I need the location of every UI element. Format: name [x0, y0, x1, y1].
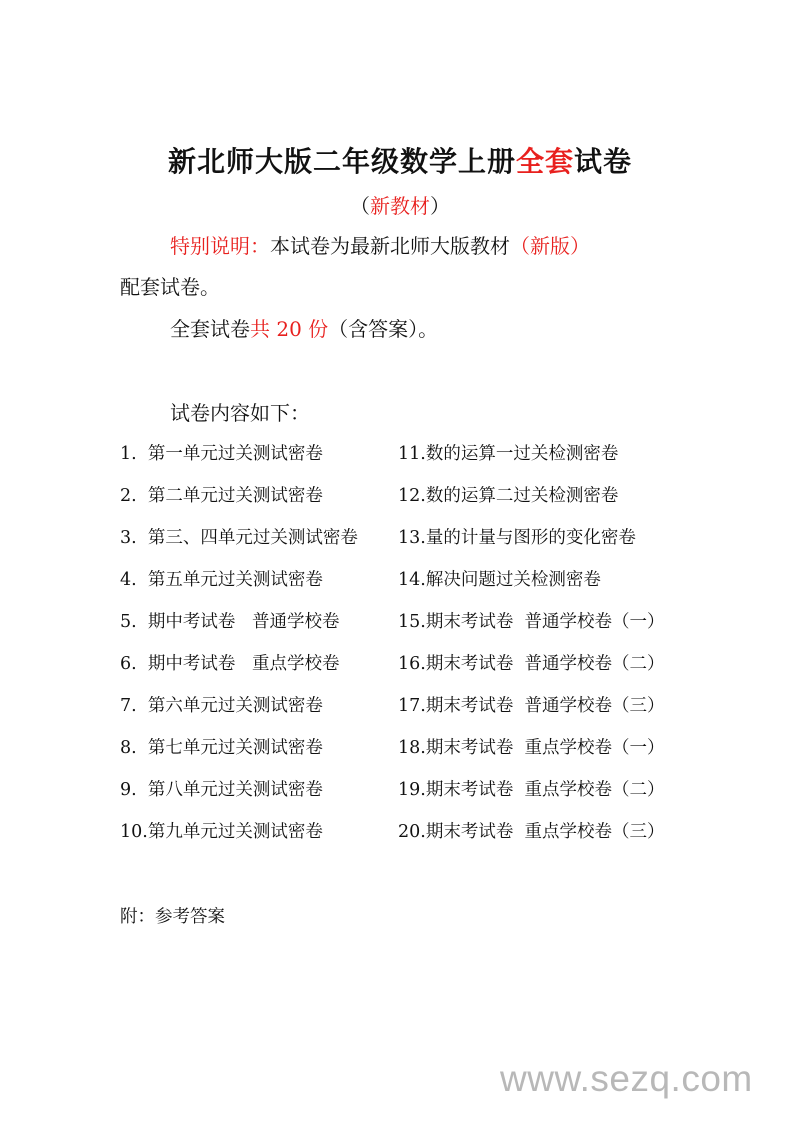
document-title	[0, 140, 800, 180]
contents-list-item: 14.解决问题过关检测密卷	[398, 570, 601, 590]
contents-list-item: 11.数的运算一过关检测密卷	[398, 444, 619, 464]
watermark: www.sezq.com	[500, 1058, 753, 1099]
subtitle	[0, 190, 800, 219]
contents-list-item: 7. 第六单元过关测试密卷	[120, 696, 323, 716]
contents-list-item: 10.第九单元过关测试密卷	[120, 822, 323, 842]
title-highlight: 全套	[515, 145, 574, 178]
note-label: 特别说明：	[170, 234, 270, 258]
appendix-label: 附：参考答案	[120, 907, 225, 927]
contents-list-item: 17.期末考试卷 普通学校卷（三）	[398, 696, 665, 716]
count-number: 共 20 份	[250, 317, 329, 341]
contents-list-item: 2. 第二单元过关测试密卷	[120, 486, 323, 506]
title-main: 新北师大版二年级数学上册	[167, 145, 516, 178]
subtitle-close: ）	[430, 194, 450, 218]
contents-list-item: 12.数的运算二过关检测密卷	[398, 486, 619, 506]
count-prefix: 全套试卷	[170, 317, 250, 341]
contents-list-item: 5. 期中考试卷 普通学校卷	[120, 612, 340, 632]
special-note	[170, 230, 590, 259]
contents-list-item: 13.量的计量与图形的变化密卷	[398, 528, 636, 548]
count-line	[170, 313, 438, 342]
note-text: 本试卷为最新北师大版教材	[270, 234, 510, 258]
contents-list-item: 3. 第三、四单元过关测试密卷	[120, 528, 358, 548]
subtitle-text: 新教材	[370, 194, 430, 218]
contents-list-item: 6. 期中考试卷 重点学校卷	[120, 654, 340, 674]
note-line2: 配套试卷。	[120, 275, 220, 299]
note-tail: （新版）	[510, 234, 590, 258]
subtitle-open: （	[350, 194, 370, 218]
title-end: 试卷	[574, 145, 633, 178]
contents-list-item: 20.期末考试卷 重点学校卷（三）	[398, 822, 665, 842]
contents-list-item: 16.期末考试卷 普通学校卷（二）	[398, 654, 665, 674]
contents-list-item: 4. 第五单元过关测试密卷	[120, 570, 323, 590]
contents-list-item: 18.期末考试卷 重点学校卷（一）	[398, 738, 665, 758]
contents-list-item: 9. 第八单元过关测试密卷	[120, 780, 323, 800]
count-suffix: （含答案）。	[328, 317, 439, 341]
contents-heading: 试卷内容如下：	[170, 401, 310, 425]
contents-list-item: 1. 第一单元过关测试密卷	[120, 444, 323, 464]
contents-list-item: 15.期末考试卷 普通学校卷（一）	[398, 612, 665, 632]
contents-list-item: 19.期末考试卷 重点学校卷（二）	[398, 780, 665, 800]
contents-list-item: 8. 第七单元过关测试密卷	[120, 738, 323, 758]
